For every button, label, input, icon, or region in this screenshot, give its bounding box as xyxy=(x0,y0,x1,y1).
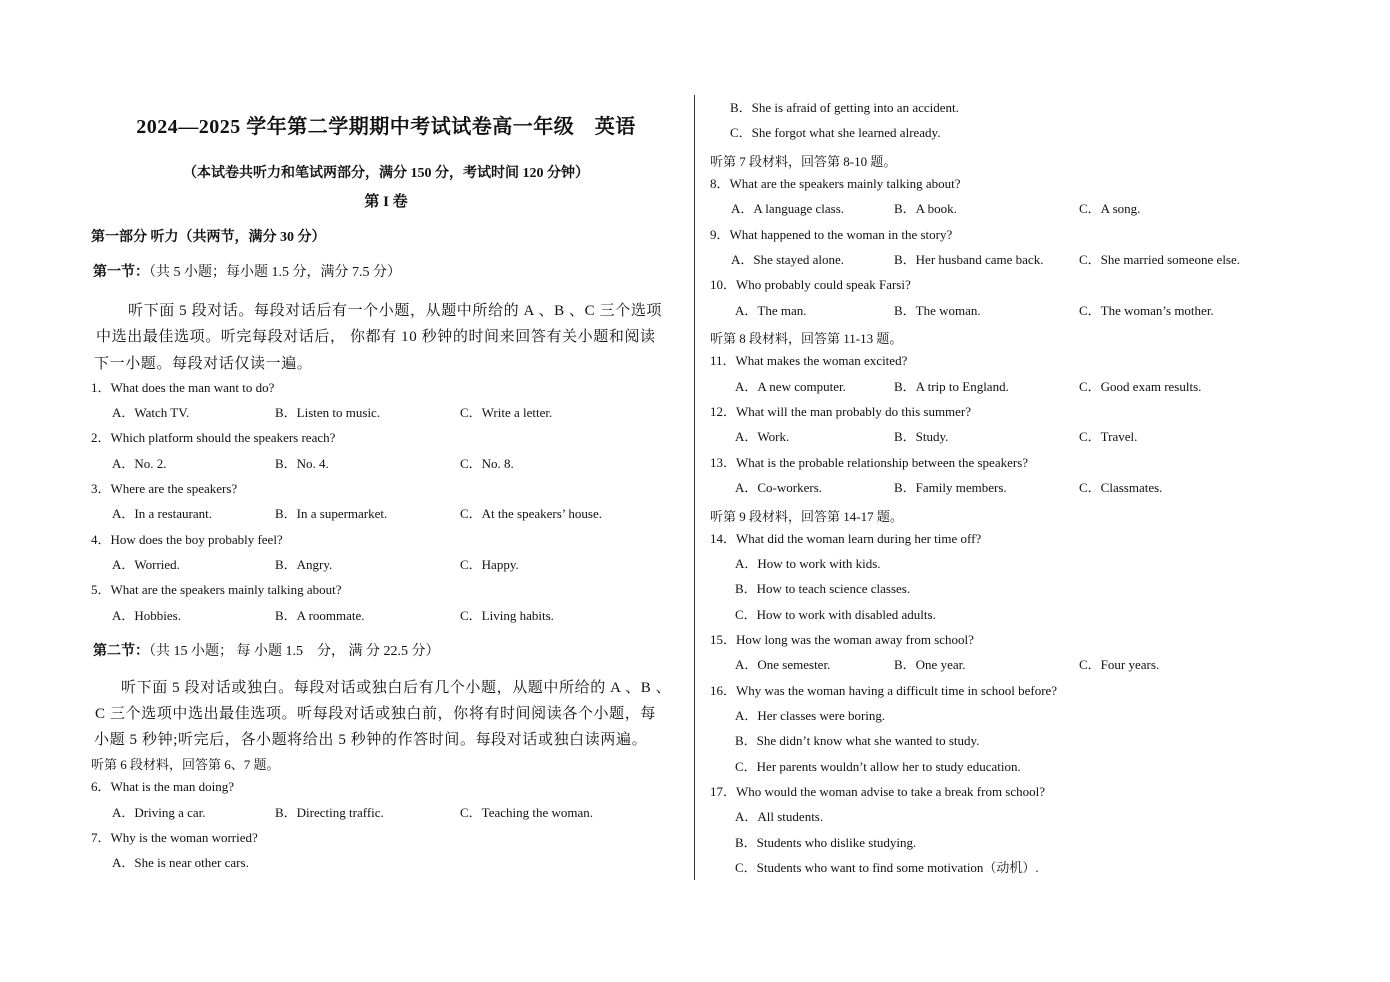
q2-option-c: C．No. 8. xyxy=(460,456,514,471)
q15-option-a: A．One semester. xyxy=(735,657,831,672)
section2-instruction-line2: C 三个选项中选出最佳选项。听每段对话或独白前，你将有时间阅读各个小题，每 xyxy=(95,706,656,722)
section1-instruction-line3: 下一小题。每段对话仅读一遍。 xyxy=(94,356,313,372)
q3-option-a: A．In a restaurant. xyxy=(112,506,212,521)
q3-option-c: C．At the speakers’ house. xyxy=(460,506,603,521)
q7-option-c: C．She forgot what she learned already. xyxy=(730,125,941,140)
q6-option-a: A．Driving a car. xyxy=(112,805,206,820)
q4-option-c: C．Happy. xyxy=(460,557,519,572)
q17-option-a: A．All students. xyxy=(735,809,824,824)
question-16: 16．Why was the woman having a difficult time in school before? xyxy=(710,683,1058,698)
q1-option-b: B．Listen to music. xyxy=(275,405,381,420)
question-10: 10．Who probably could speak Farsi? xyxy=(710,277,911,292)
section2-instruction-line1: 听下面 5 段对话或独白。每段对话或独白后有几个小题，从题中所给的 A 、B 、 xyxy=(121,680,672,696)
q13-option-c: C．Classmates. xyxy=(1079,480,1163,495)
q6-option-c: C．Teaching the woman. xyxy=(460,805,594,820)
q11-option-b: B．A trip to England. xyxy=(894,379,1009,394)
q1-option-a: A．Watch TV. xyxy=(112,405,190,420)
q13-option-a: A．Co-workers. xyxy=(735,480,823,495)
q12-option-b: B．Study. xyxy=(894,429,949,444)
q2-option-b: B．No. 4. xyxy=(275,456,329,471)
question-8: 8．What are the speakers mainly talking about? xyxy=(710,176,961,191)
question-14: 14．What did the woman learn during her time off? xyxy=(710,531,982,546)
exam-title: 2024—2025 学年第二学期期中考试试卷高一年级 英语 xyxy=(136,116,636,138)
section2-heading xyxy=(93,644,440,660)
q14-option-a: A．How to work with kids. xyxy=(735,556,881,571)
q14-option-c: C．How to work with disabled adults. xyxy=(735,607,936,622)
question-5: 5．What are the speakers mainly talking about? xyxy=(91,582,342,597)
q7-option-b: B．She is afraid of getting into an accident. xyxy=(730,100,959,115)
q8-option-b: B．A book. xyxy=(894,201,957,216)
section2-label: 第二节： xyxy=(93,644,149,659)
q3-option-b: B．In a supermarket. xyxy=(275,506,388,521)
material-6-note: 听第 6 段材料，回答第 6、7 题。 xyxy=(91,757,280,772)
question-7: 7．Why is the woman worried? xyxy=(91,830,258,845)
q5-option-b: B．A roommate. xyxy=(275,608,365,623)
q6-option-b: B．Directing traffic. xyxy=(275,805,384,820)
q5-option-c: C．Living habits. xyxy=(460,608,554,623)
question-15: 15．How long was the woman away from school? xyxy=(710,632,974,647)
q9-option-b: B．Her husband came back. xyxy=(894,252,1044,267)
question-4: 4．How does the boy probably feel? xyxy=(91,532,283,547)
q1-option-c: C．Write a letter. xyxy=(460,405,553,420)
q5-option-a: A．Hobbies. xyxy=(112,608,181,623)
section1-heading xyxy=(93,265,401,281)
q10-option-c: C．The woman’s mother. xyxy=(1079,303,1214,318)
q16-option-b: B．She didn’t know what she wanted to study. xyxy=(735,733,980,748)
q4-option-a: A．Worried. xyxy=(112,557,180,572)
question-2: 2．Which platform should the speakers reach? xyxy=(91,430,336,445)
q8-option-a: A．A language class. xyxy=(731,201,845,216)
column-divider xyxy=(694,95,695,880)
volume-label: 第 I 卷 xyxy=(364,194,408,210)
section1-instruction-line2: 中选出最佳选项。听完每段对话后， 你都有 10 秒钟的时间来回答有关小题和阅读 xyxy=(96,329,656,345)
question-3: 3．Where are the speakers? xyxy=(91,481,238,496)
material-8-note: 听第 8 段材料，回答第 11-13 题。 xyxy=(710,331,903,346)
q11-option-c: C．Good exam results. xyxy=(1079,379,1202,394)
q2-option-a: A．No. 2. xyxy=(112,456,167,471)
q17-option-b: B．Students who dislike studying. xyxy=(735,835,917,850)
question-11: 11．What makes the woman excited? xyxy=(710,353,908,368)
q15-option-b: B．One year. xyxy=(894,657,966,672)
section1-instruction-line1: 听下面 5 段对话。每段对话后有一个小题，从题中所给的 A 、B 、C 三个选项 xyxy=(128,303,663,319)
q10-option-b: B．The woman. xyxy=(894,303,981,318)
q17-option-c: C．Students who want to find some motivation（动机）. xyxy=(735,860,1039,875)
part1-heading: 第一部分 听力（共两节，满分 30 分） xyxy=(91,230,326,245)
question-17: 17．Who would the woman advise to take a break from school? xyxy=(710,784,1046,799)
section1-label: 第一节： xyxy=(93,265,149,280)
q12-option-c: C．Travel. xyxy=(1079,429,1138,444)
q16-option-a: A．Her classes were boring. xyxy=(735,708,886,723)
q11-option-a: A．A new computer. xyxy=(735,379,846,394)
material-7-note: 听第 7 段材料，回答第 8-10 题。 xyxy=(710,154,897,169)
q10-option-a: A．The man. xyxy=(735,303,807,318)
question-12: 12．What will the man probably do this summer? xyxy=(710,404,972,419)
q7-option-a: A．She is near other cars. xyxy=(112,855,249,870)
material-9-note: 听第 9 段材料，回答第 14-17 题。 xyxy=(710,509,903,524)
q15-option-c: C．Four years. xyxy=(1079,657,1160,672)
q13-option-b: B．Family members. xyxy=(894,480,1007,495)
section1-info: （共 5 小题；每小题 1.5 分，满分 7.5 分） xyxy=(149,265,401,280)
exam-subtitle: （本试卷共听力和笔试两部分，满分 150 分，考试时间 120 分钟） xyxy=(183,166,589,181)
q8-option-c: C．A song. xyxy=(1079,201,1141,216)
q4-option-b: B．Angry. xyxy=(275,557,333,572)
q12-option-a: A．Work. xyxy=(735,429,790,444)
section2-info: （共 15 小题； 每 小题 1.5 分， 满 分 22.5 分） xyxy=(149,644,440,659)
question-9: 9．What happened to the woman in the story? xyxy=(710,227,953,242)
section2-instruction-line3: 小题 5 秒钟;听完后，各小题将给出 5 秒钟的作答时间。每段对话或独白读两遍。 xyxy=(94,732,648,748)
q9-option-c: C．She married someone else. xyxy=(1079,252,1241,267)
question-6: 6．What is the man doing? xyxy=(91,779,234,794)
q16-option-c: C．Her parents wouldn’t allow her to study education. xyxy=(735,759,1021,774)
question-1: 1．What does the man want to do? xyxy=(91,380,275,395)
q14-option-b: B．How to teach science classes. xyxy=(735,581,911,596)
question-13: 13．What is the probable relationship between the speakers? xyxy=(710,455,1029,470)
q9-option-a: A．She stayed alone. xyxy=(731,252,845,267)
